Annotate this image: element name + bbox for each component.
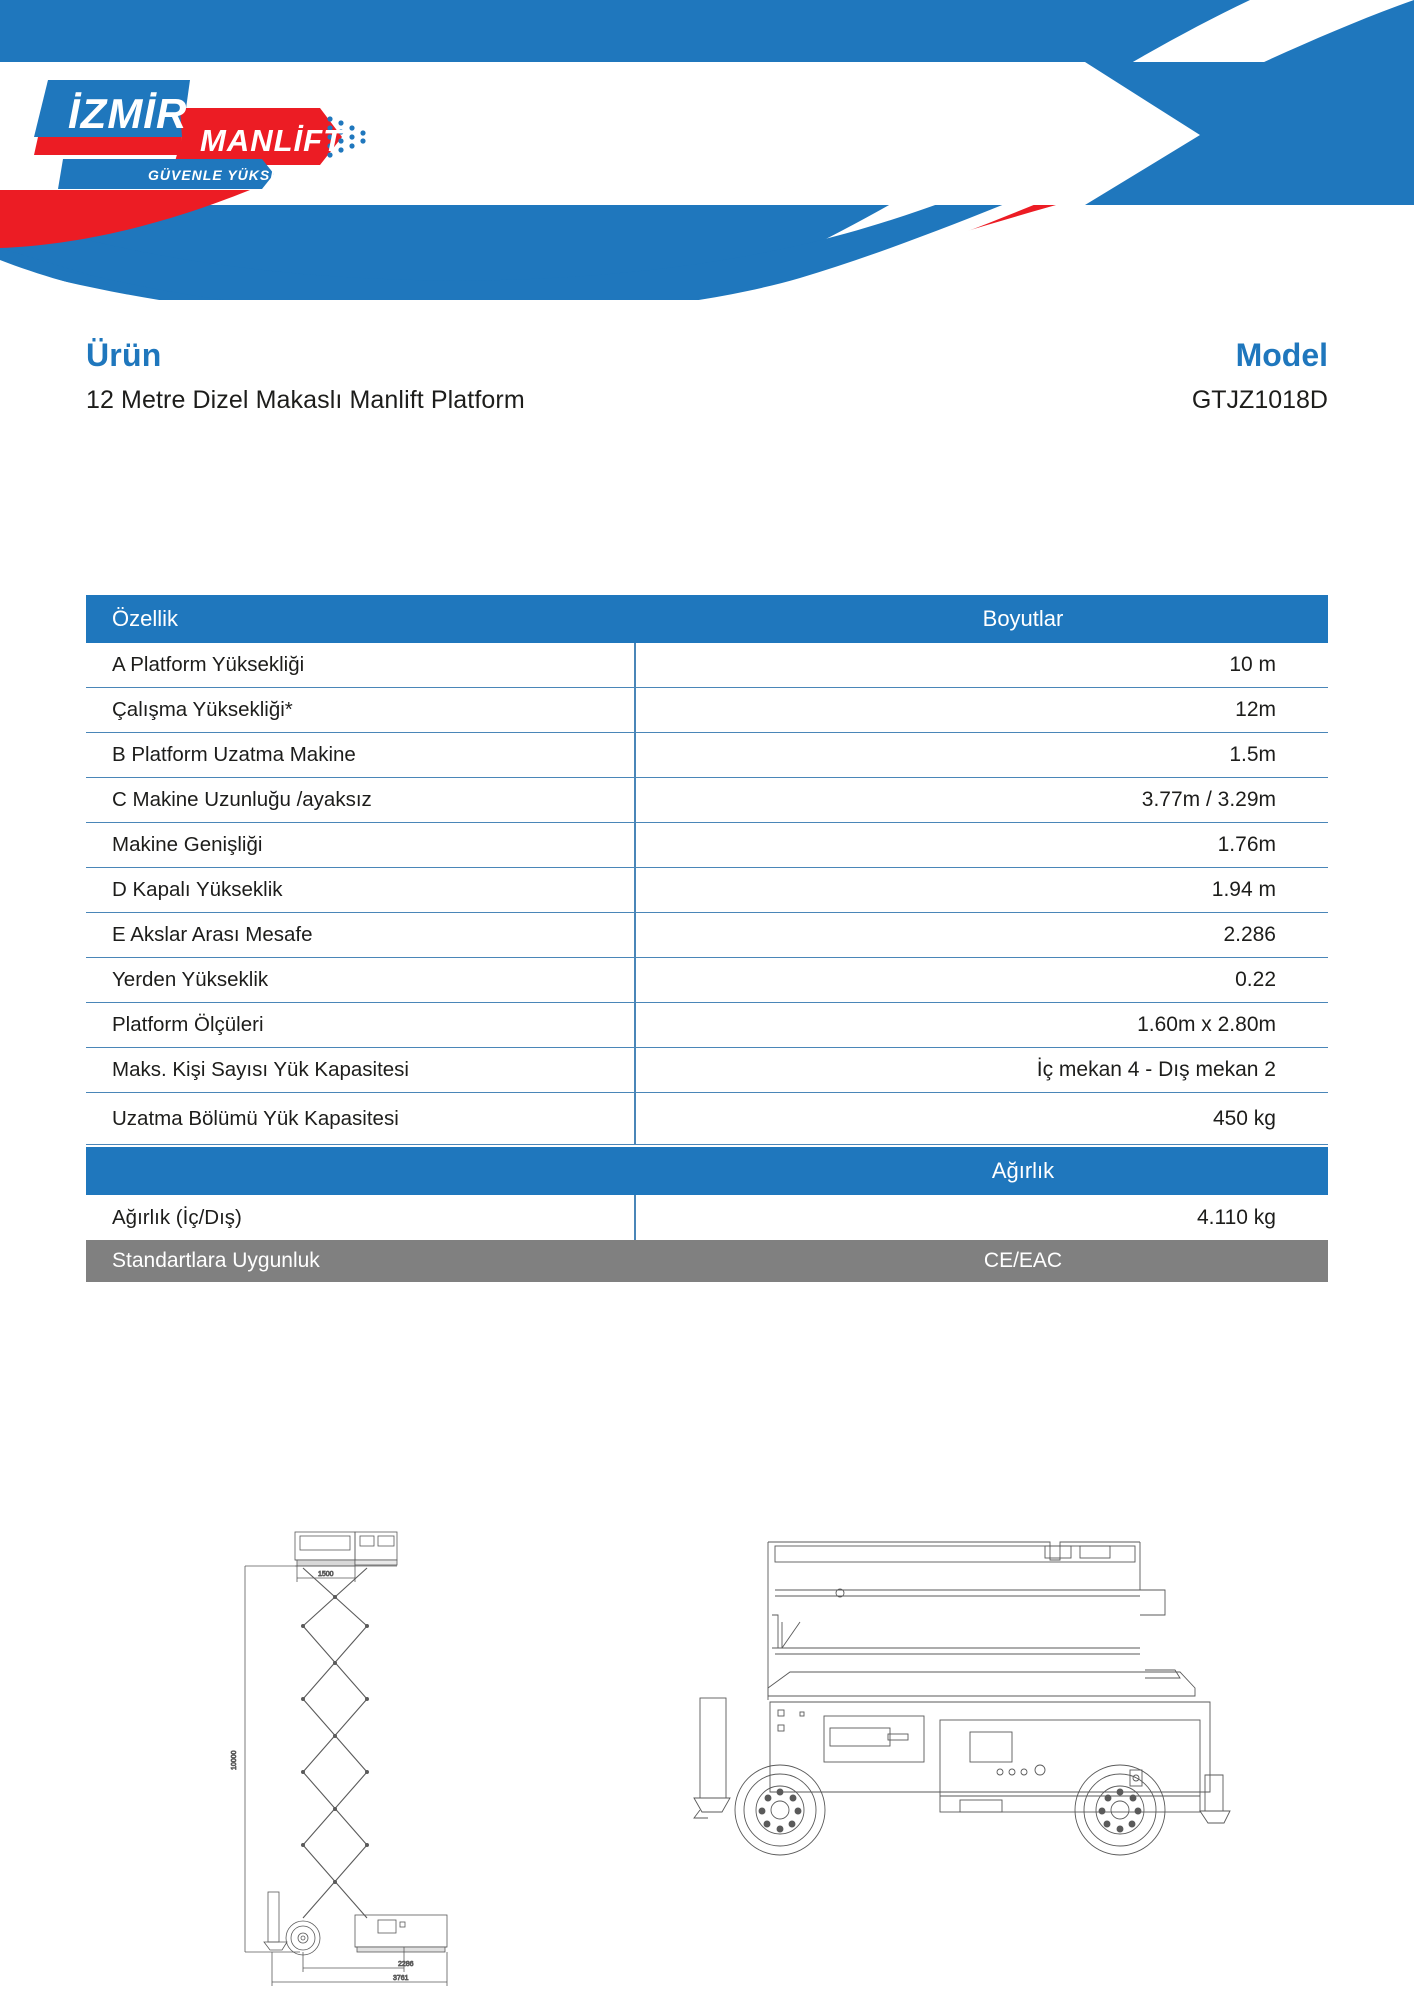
spec-feature: Makine Genişliği (112, 833, 263, 856)
spec-value: İç mekan 4 - Dış mekan 2 (1036, 1058, 1276, 1081)
technical-drawings (0, 1520, 1414, 2000)
column-divider (634, 1048, 636, 1092)
product-name: 12 Metre Dizel Makaslı Manlift Platform (86, 386, 525, 414)
logo-manlift-text: MANLİFT (200, 123, 344, 158)
weight-header-row (86, 1147, 1328, 1195)
table-row (86, 958, 1328, 1003)
spec-feature: A Platform Yüksekliği (112, 653, 305, 676)
column-divider (634, 823, 636, 867)
table-header-row (86, 595, 1328, 643)
column-divider (634, 1093, 636, 1144)
spec-value: 10 m (1229, 653, 1276, 676)
column-divider (634, 913, 636, 957)
table-row (86, 868, 1328, 913)
weight-feature: Ağırlık (İç/Dış) (112, 1205, 242, 1229)
column-divider (634, 958, 636, 1002)
column-divider (634, 688, 636, 732)
logo-izmir-underbar (34, 137, 182, 155)
spec-value: 1.5m (1229, 743, 1276, 766)
table-row (86, 913, 1328, 958)
company-logo (30, 75, 460, 190)
standards-value: CE/EAC (983, 1249, 1063, 1272)
spec-value: 12m (1235, 698, 1276, 721)
spec-feature: E Akslar Arası Mesafe (112, 923, 313, 946)
spec-value: 1.76m (1217, 833, 1276, 856)
drawing-stowed-lift (694, 1542, 1230, 1855)
model-value: GTJZ1018D (1191, 386, 1328, 414)
header-banner (0, 0, 1414, 300)
standards-row (86, 1240, 1328, 1282)
table-row (86, 823, 1328, 868)
spec-value: 1.94 m (1211, 878, 1276, 901)
spec-feature: Platform Ölçüleri (112, 1013, 264, 1036)
column-divider (634, 733, 636, 777)
table-row-weight (86, 1195, 1328, 1240)
weight-header-label: Ağırlık (991, 1158, 1055, 1183)
table-row (86, 778, 1328, 823)
table-row (86, 643, 1328, 688)
standards-feature: Standartlara Uygunluk (112, 1249, 320, 1272)
spec-value: 2.286 (1223, 923, 1276, 946)
dim-platform-extension: 1500 (318, 1571, 334, 1578)
model-label: Model (1235, 337, 1328, 373)
table-header-dimensions: Boyutlar (982, 606, 1064, 631)
table-row (86, 688, 1328, 733)
column-divider (634, 1147, 636, 1195)
spec-feature: B Platform Uzatma Makine (112, 743, 356, 766)
column-divider (634, 643, 636, 687)
spec-feature: C Makine Uzunluğu /ayaksız (112, 788, 372, 811)
table-row (86, 1048, 1328, 1093)
logo-izmir-text: İZMİR (68, 90, 188, 137)
table-row (86, 1093, 1328, 1145)
dim-platform-height: 10000 (231, 1750, 238, 1770)
spec-feature: D Kapalı Yükseklik (112, 878, 283, 901)
spec-value: 3.77m / 3.29m (1141, 788, 1276, 811)
drawing-extended-lift (231, 1532, 447, 1986)
spec-value: 1.60m x 2.80m (1137, 1013, 1276, 1036)
dim-wheelbase: 2286 (398, 1961, 414, 1968)
column-divider (634, 778, 636, 822)
column-divider (634, 1003, 636, 1047)
weight-value: 4.110 kg (1196, 1205, 1276, 1229)
spec-feature: Çalışma Yüksekliği* (112, 698, 293, 721)
spec-feature: Yerden Yükseklik (112, 968, 269, 991)
column-divider (634, 1195, 636, 1240)
product-block (86, 335, 525, 419)
spec-value: 450 kg (1212, 1106, 1276, 1130)
table-row (86, 1003, 1328, 1048)
dim-machine-length: 3761 (393, 1975, 409, 1982)
model-block (1192, 335, 1328, 419)
spec-feature: Maks. Kişi Sayısı Yük Kapasitesi (112, 1058, 409, 1081)
specifications-table (86, 595, 1328, 1282)
spec-value: 0.22 (1235, 968, 1276, 991)
table-header-feature: Özellik (112, 606, 179, 631)
column-divider (634, 868, 636, 912)
spec-feature: Uzatma Bölümü Yük Kapasitesi (112, 1106, 399, 1130)
logo-tagline-text: GÜVENLE YÜKSELİN (148, 167, 307, 183)
table-row (86, 733, 1328, 778)
product-label: Ürün (86, 337, 162, 373)
